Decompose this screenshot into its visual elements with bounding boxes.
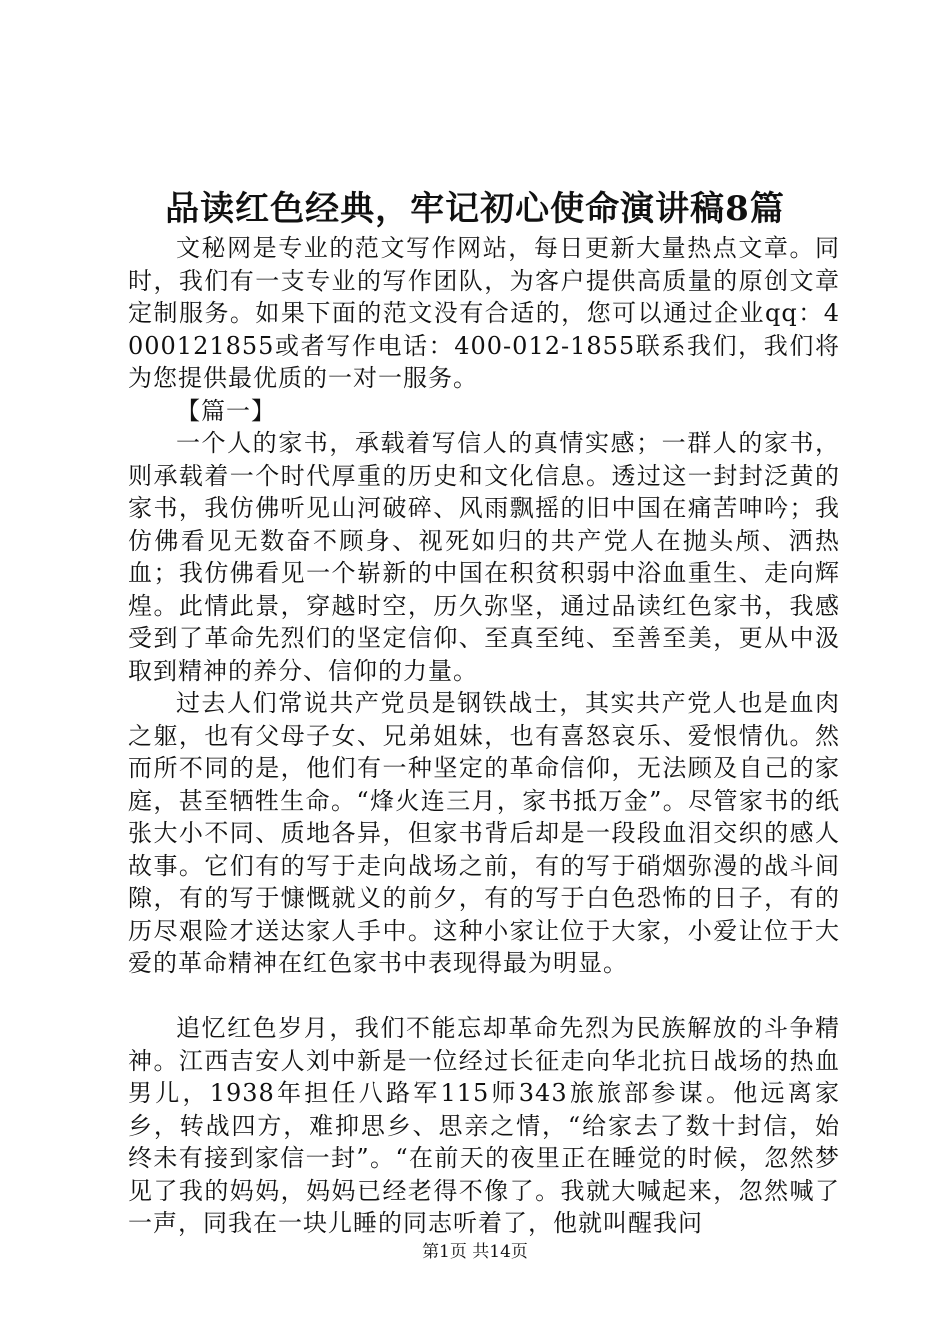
body-paragraph: 过去人们常说共产党员是钢铁战士，其实共产党人也是血肉之躯，也有父母子女、兄弟姐妹，也有喜怒哀乐、爱恨情仇。然而所不同的是，他们有一种坚定的革命信仰，无法顾及自己的家庭，甚至牺牲生命。“烽火连三月，家书抵万金”。尽管家书的纸张大小不同、质地各异，但家书背后却是一段段血泪交织的感人故事。它们有的写于走向战场之前，有的写于硝烟弥漫的战斗间隙，有的写于慷慨就义的前夕，有的写于白色恐怖的日子，有的历尽艰险才送达家人手中。这种小家让位于大家，小爱让位于大爱的革命精神在红色家书中表现得最为明显。: [128, 689, 840, 977]
document-title: 品读红色经典，牢记初心使命演讲稿8篇: [165, 189, 785, 229]
intro-paragraph: 文秘网是专业的范文写作网站，每日更新大量热点文章。同时，我们有一支专业的写作团队，为客户提供高质量的原创文章定制服务。如果下面的范文没有合适的，您可以通过企业qq：4000121855或者写作电话：400-012-1855联系我们，我们将为您提供最优质的一对一服务。: [128, 234, 840, 392]
document-body: [128, 232, 840, 1240]
section-heading: 【篇一】: [176, 396, 276, 425]
paragraph-spacer: [128, 980, 840, 1013]
page-footer: 第1页 共14页: [422, 1242, 528, 1262]
body-paragraph: 一个人的家书，承载着写信人的真情实感；一群人的家书，则承载着一个时代厚重的历史和文化信息。透过这一封封泛黄的家书，我仿佛听见山河破碎、风雨飘摇的旧中国在痛苦呻吟；我仿佛看见无数奋不顾身、视死如归的共产党人在抛头颅、洒热血；我仿佛看见一个崭新的中国在积贫积弱中浴血重生、走向辉煌。此情此景，穿越时空，历久弥坚，通过品读红色家书，我感受到了革命先烈们的坚定信仰、至真至纯、至善至美，更从中汲取到精神的养分、信仰的力量。: [128, 429, 840, 685]
body-paragraph: 追忆红色岁月，我们不能忘却革命先烈为民族解放的斗争精神。江西吉安人刘中新是一位经过长征走向华北抗日战场的热血男儿，1938年担任八路军115师343旅旅部参谋。他远离家乡，转战四方，难抑思乡、思亲之情，“给家去了数十封信，始终未有接到家信一封”。“在前天的夜里正在睡觉的时候，忽然梦见了我的妈妈，妈妈已经老得不像了。我就大喊起来，忽然喊了一声，同我在一块儿睡的同志听着了，他就叫醒我问: [128, 1014, 840, 1237]
